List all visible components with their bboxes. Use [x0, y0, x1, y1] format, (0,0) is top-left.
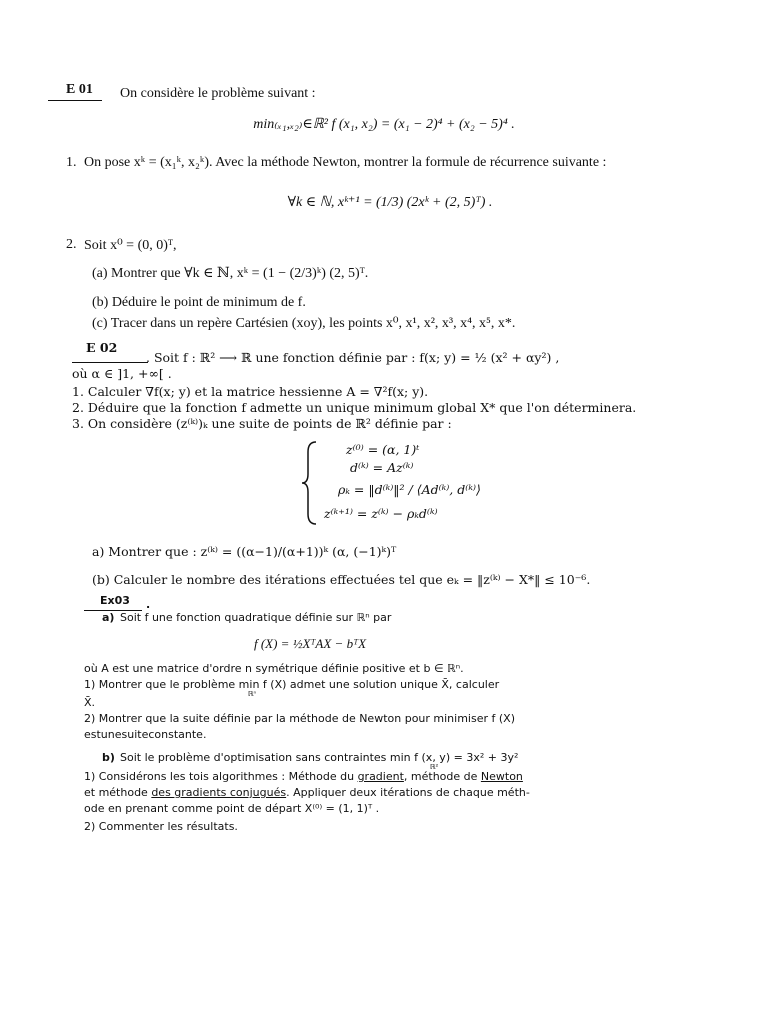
- ex3-b-text: Soit le problème d'optimisation sans contraintes min f (x, y) = 3x² + 3y²: [120, 751, 519, 764]
- ex3-b-label: b): [102, 751, 115, 764]
- ex2-qa: a) Montrer que : z⁽ᵏ⁾ = ((α−1)/(α+1))ᵏ (α, (−1)ᵏ)ᵀ: [92, 544, 397, 559]
- ex1-label: E 01: [66, 82, 93, 97]
- ex3-b1-prefix: 1) Considérons les tois algorithmes : Méthode du: [84, 770, 358, 783]
- ex3-b-line-3: ode en prenant comme point de départ X⁽⁰⁾ = (1, 1)ᵀ .: [84, 802, 380, 815]
- ex3-line-1: où A est une matrice d'ordre n symétrique définie positive et b ∈ ℝⁿ.: [84, 662, 464, 675]
- ex3-a-label: a): [102, 611, 115, 624]
- ex3-b-line-2: [84, 786, 530, 799]
- ex2-system-brace: [300, 440, 320, 526]
- ex3-label: Ex03: [100, 594, 130, 607]
- ex1-label-rule: [48, 100, 102, 101]
- ex3-line-4: 2) Montrer que la suite définie par la méthode de Newton pour minimiser f (X): [84, 712, 515, 725]
- ex2-system-line-2: d⁽ᵏ⁾ = Az⁽ᵏ⁾: [350, 460, 414, 475]
- ex2-system-line-4: z⁽ᵏ⁺¹⁾ = z⁽ᵏ⁾ − ρₖd⁽ᵏ⁾: [324, 506, 438, 521]
- ex3-b1-newton: Newton: [480, 770, 523, 783]
- ex3-b1-mid: , méthode de: [403, 770, 481, 783]
- ex1-q2-text: Soit x⁰ = (0, 0)ᵀ,: [84, 238, 177, 253]
- ex1-problem-formula: min₍ₓ₁,ₓ₂₎∈ℝ² f (x₁, x₂) = (x₁ − 2)⁴ + (x₂ − 5)⁴ .: [253, 117, 515, 132]
- ex3-a-text: Soit f une fonction quadratique définie sur ℝⁿ par: [120, 611, 392, 624]
- ex2-label-rule: [72, 362, 148, 363]
- ex3-label-dot: .: [146, 598, 151, 611]
- ex3-b2-prefix: et méthode: [84, 786, 152, 799]
- ex3-line-2: 1) Montrer que le problème min f (X) admet une solution unique X̄, calculer: [84, 678, 500, 691]
- ex1-q1-number: 1.: [66, 155, 77, 170]
- ex3-b2-suffix: . Appliquer deux itérations de chaque méth-: [286, 786, 530, 799]
- ex1-q2-number: 2.: [66, 237, 77, 252]
- ex1-recurrence-formula: ∀k ∈ ℕ, xᵏ⁺¹ = (1/3) (2xᵏ + (2, 5)ᵀ) .: [287, 195, 493, 210]
- ex2-system-line-1: z⁽⁰⁾ = (α, 1)ᵗ: [346, 442, 420, 457]
- ex1-q2c: (c) Tracer dans un repère Cartésien (xoy), les points x⁰, x¹, x², x³, x⁴, x⁵, x*.: [92, 316, 516, 331]
- ex3-b1-gradient: gradient: [357, 770, 404, 783]
- ex2-q2: 2. Déduire que la fonction f admette un unique minimum global X* que l'on déterminera.: [72, 400, 637, 415]
- ex1-q1-text: On pose xᵏ = (x₁ᵏ, x₂ᵏ). Avec la méthode Newton, montrer la formule de récurrence suivante :: [84, 155, 607, 170]
- ex2-q3: 3. On considère (z⁽ᵏ⁾)ₖ une suite de points de ℝ² définie par :: [72, 416, 452, 431]
- ex3-b-line-4: 2) Commenter les résultats.: [84, 820, 238, 833]
- ex1-q2a: (a) Montrer que ∀k ∈ ℕ, xᵏ = (1 − (2/3)ᵏ) (2, 5)ᵀ.: [92, 266, 369, 281]
- ex3-line-3: X̄.: [84, 696, 96, 709]
- ex2-system-line-3: ρₖ = ‖d⁽ᵏ⁾‖² / ⟨Ad⁽ᵏ⁾, d⁽ᵏ⁾⟩: [338, 482, 481, 497]
- ex3-b-line-1: [84, 770, 523, 783]
- ex2-qb: (b) Calculer le nombre des itérations effectuées tel que eₖ = ‖z⁽ᵏ⁾ − X*‖ ≤ 10⁻⁶.: [92, 572, 591, 587]
- ex2-q1: 1. Calculer ∇f(x; y) et la matrice hessienne A = ∇²f(x; y).: [72, 384, 429, 399]
- ex1-intro: On considère le problème suivant :: [120, 86, 316, 101]
- ex2-domain: où α ∈ ]1, +∞[ .: [72, 366, 172, 381]
- ex3-b-subscript: ℝ²: [430, 763, 439, 771]
- ex1-q2b: (b) Déduire le point de minimum de f.: [92, 295, 306, 310]
- ex2-intro: . Soit f : ℝ² ⟶ ℝ une fonction définie par : f(x; y) = ½ (x² + αy²) ,: [146, 350, 560, 365]
- ex3-line-2-subscript: ℝⁿ: [248, 690, 257, 698]
- ex3-line-5: estunesuiteconstante.: [84, 728, 207, 741]
- ex2-label: E 02: [86, 340, 118, 355]
- ex3-a-formula: f (X) = ½XᵀAX − bᵀX: [253, 636, 367, 651]
- ex3-b2-conjugate: des gradients conjugués: [151, 786, 287, 799]
